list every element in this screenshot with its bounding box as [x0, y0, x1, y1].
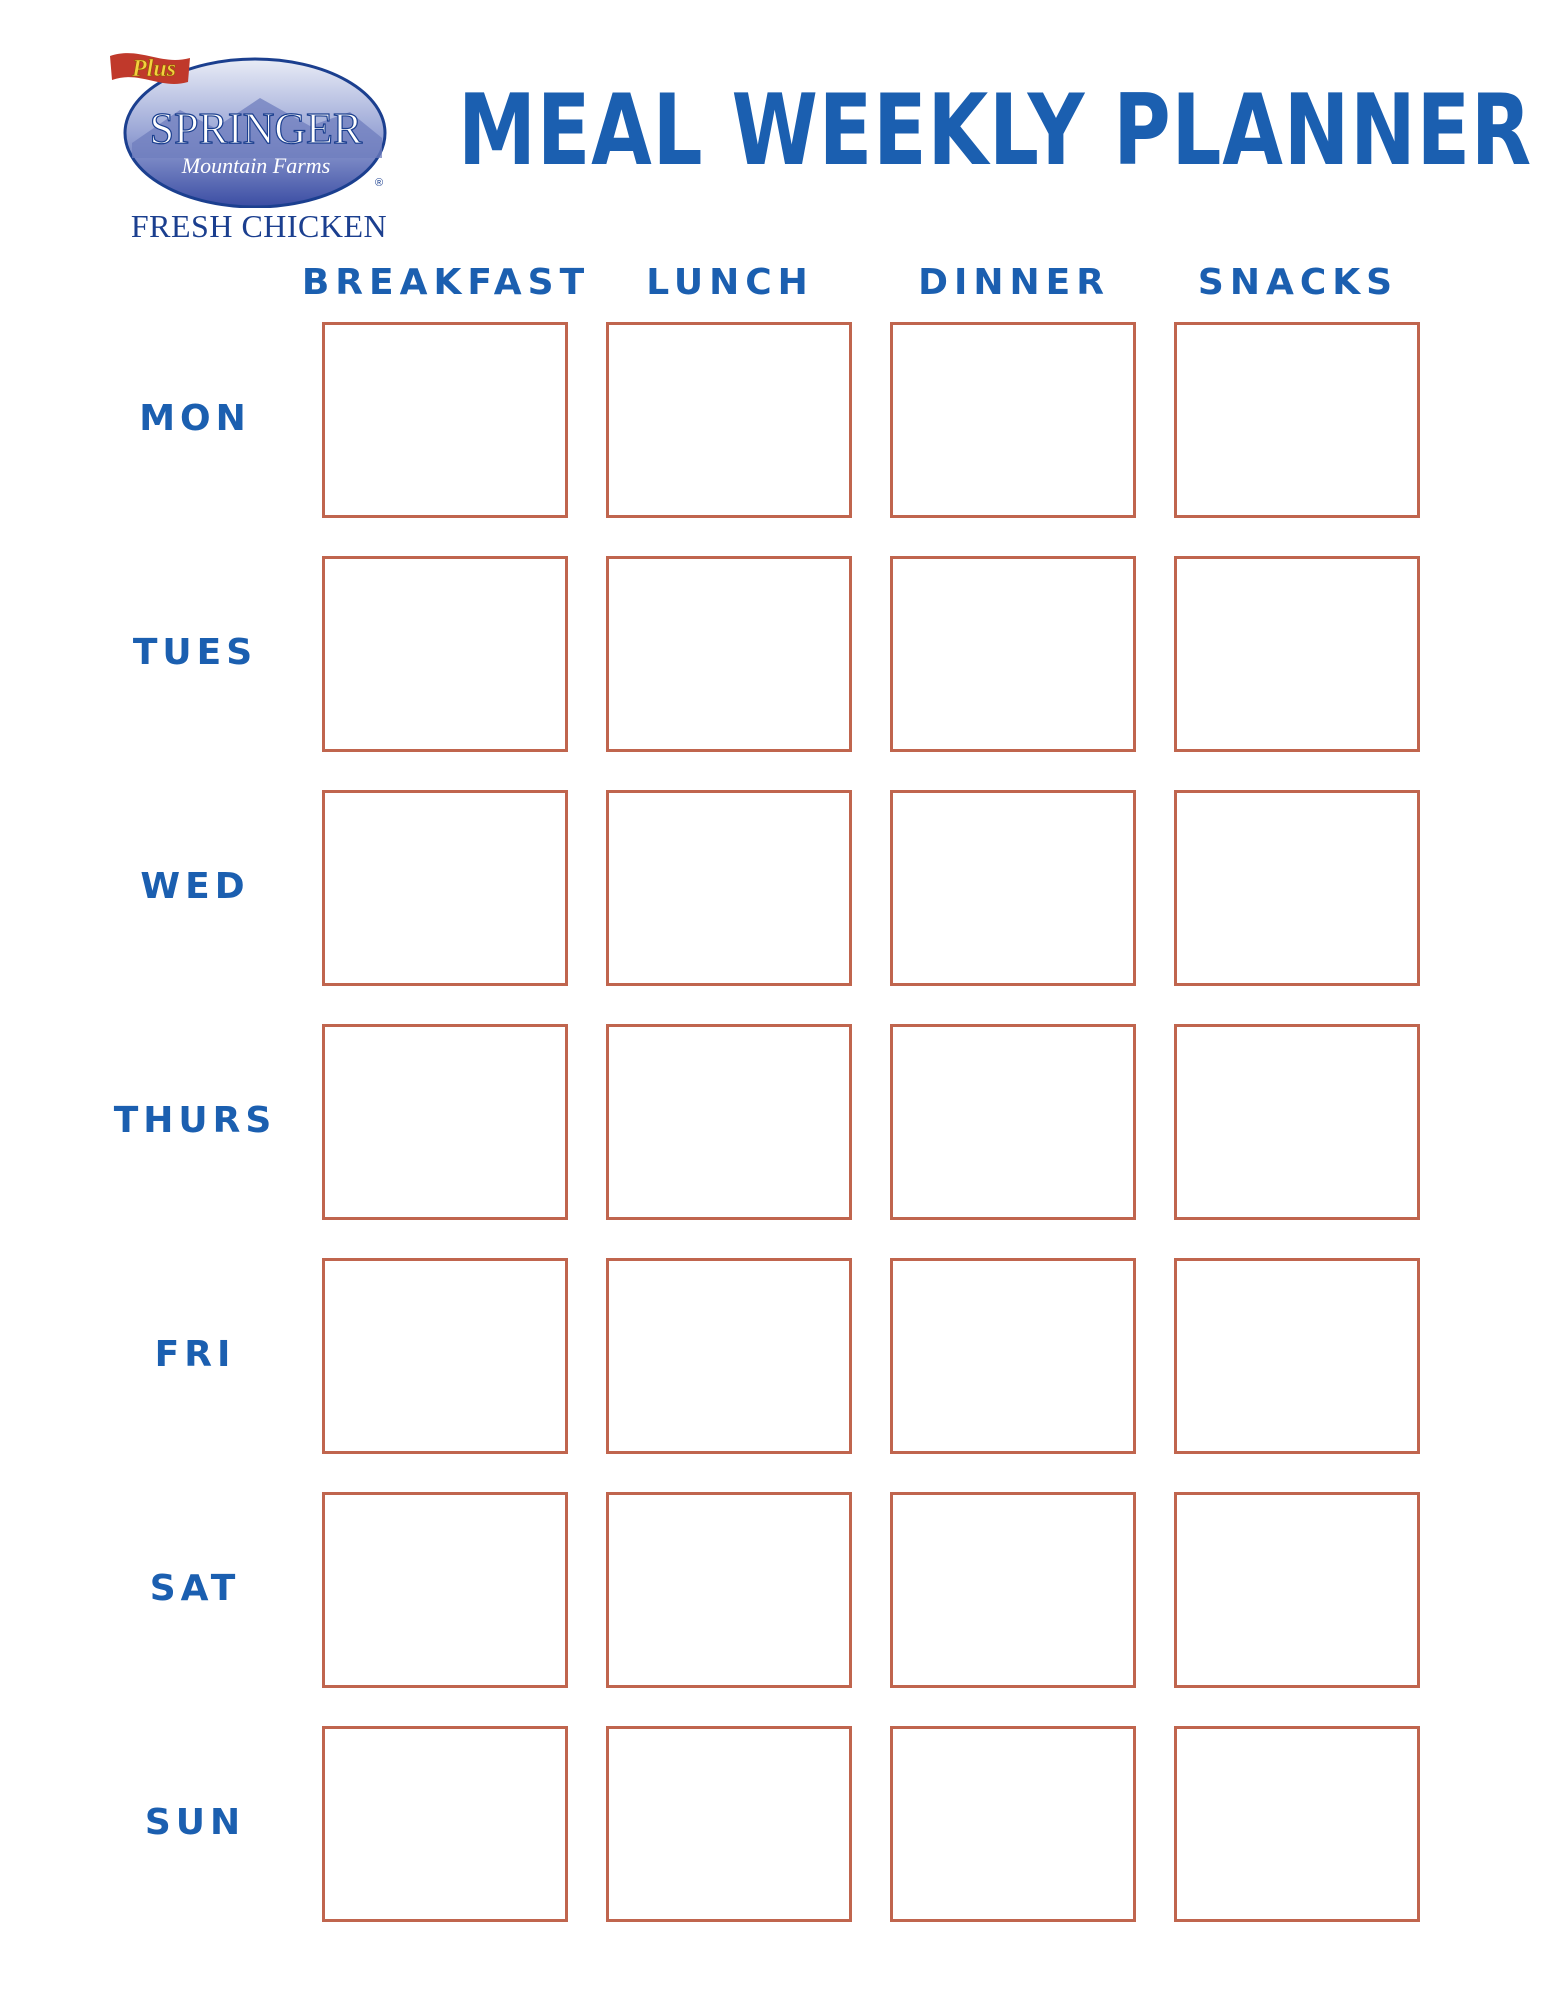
day-label-sat: SAT: [149, 1568, 241, 1609]
cell-sun-dinner[interactable]: [890, 1726, 1136, 1922]
day-label-mon: MON: [139, 398, 251, 439]
cell-sun-breakfast[interactable]: [322, 1726, 568, 1922]
column-header-dinner: DINNER: [918, 262, 1110, 303]
page-title: MEAL WEEKLY PLANNER: [458, 74, 1533, 188]
cell-mon-dinner[interactable]: [890, 322, 1136, 518]
cell-sat-dinner[interactable]: [890, 1492, 1136, 1688]
column-header-snacks: SNACKS: [1197, 262, 1399, 303]
cell-tues-dinner[interactable]: [890, 556, 1136, 752]
cell-tues-breakfast[interactable]: [322, 556, 568, 752]
cell-tues-lunch[interactable]: [606, 556, 852, 752]
cell-fri-snacks[interactable]: [1174, 1258, 1420, 1454]
cell-fri-dinner[interactable]: [890, 1258, 1136, 1454]
cell-sat-lunch[interactable]: [606, 1492, 852, 1688]
cell-thurs-breakfast[interactable]: [322, 1024, 568, 1220]
day-label-sun: SUN: [144, 1802, 246, 1843]
cell-fri-breakfast[interactable]: [322, 1258, 568, 1454]
cell-mon-snacks[interactable]: [1174, 322, 1420, 518]
cell-sat-snacks[interactable]: [1174, 1492, 1420, 1688]
cell-thurs-lunch[interactable]: [606, 1024, 852, 1220]
day-label-thurs: THURS: [113, 1100, 277, 1141]
springer-logo: [110, 48, 410, 248]
cell-mon-breakfast[interactable]: [322, 322, 568, 518]
cell-thurs-dinner[interactable]: [890, 1024, 1136, 1220]
brand-name: SPRINGER: [149, 104, 363, 153]
plus-badge: Plus: [132, 56, 177, 82]
cell-sat-breakfast[interactable]: [322, 1492, 568, 1688]
brand-subname: Mountain Farms: [181, 153, 331, 178]
registered-mark: ®: [375, 177, 384, 189]
cell-wed-snacks[interactable]: [1174, 790, 1420, 986]
logo-caption: FRESH CHICKEN: [130, 208, 388, 244]
cell-wed-breakfast[interactable]: [322, 790, 568, 986]
cell-thurs-snacks[interactable]: [1174, 1024, 1420, 1220]
day-label-tues: TUES: [132, 632, 258, 673]
column-header-breakfast: BREAKFAST: [301, 262, 591, 303]
cell-wed-dinner[interactable]: [890, 790, 1136, 986]
logo-emblem: [110, 48, 410, 208]
day-label-fri: FRI: [154, 1334, 236, 1375]
day-label-wed: WED: [140, 866, 250, 907]
cell-tues-snacks[interactable]: [1174, 556, 1420, 752]
column-header-lunch: LUNCH: [646, 262, 814, 303]
cell-fri-lunch[interactable]: [606, 1258, 852, 1454]
cell-sun-lunch[interactable]: [606, 1726, 852, 1922]
cell-mon-lunch[interactable]: [606, 322, 852, 518]
cell-sun-snacks[interactable]: [1174, 1726, 1420, 1922]
cell-wed-lunch[interactable]: [606, 790, 852, 986]
